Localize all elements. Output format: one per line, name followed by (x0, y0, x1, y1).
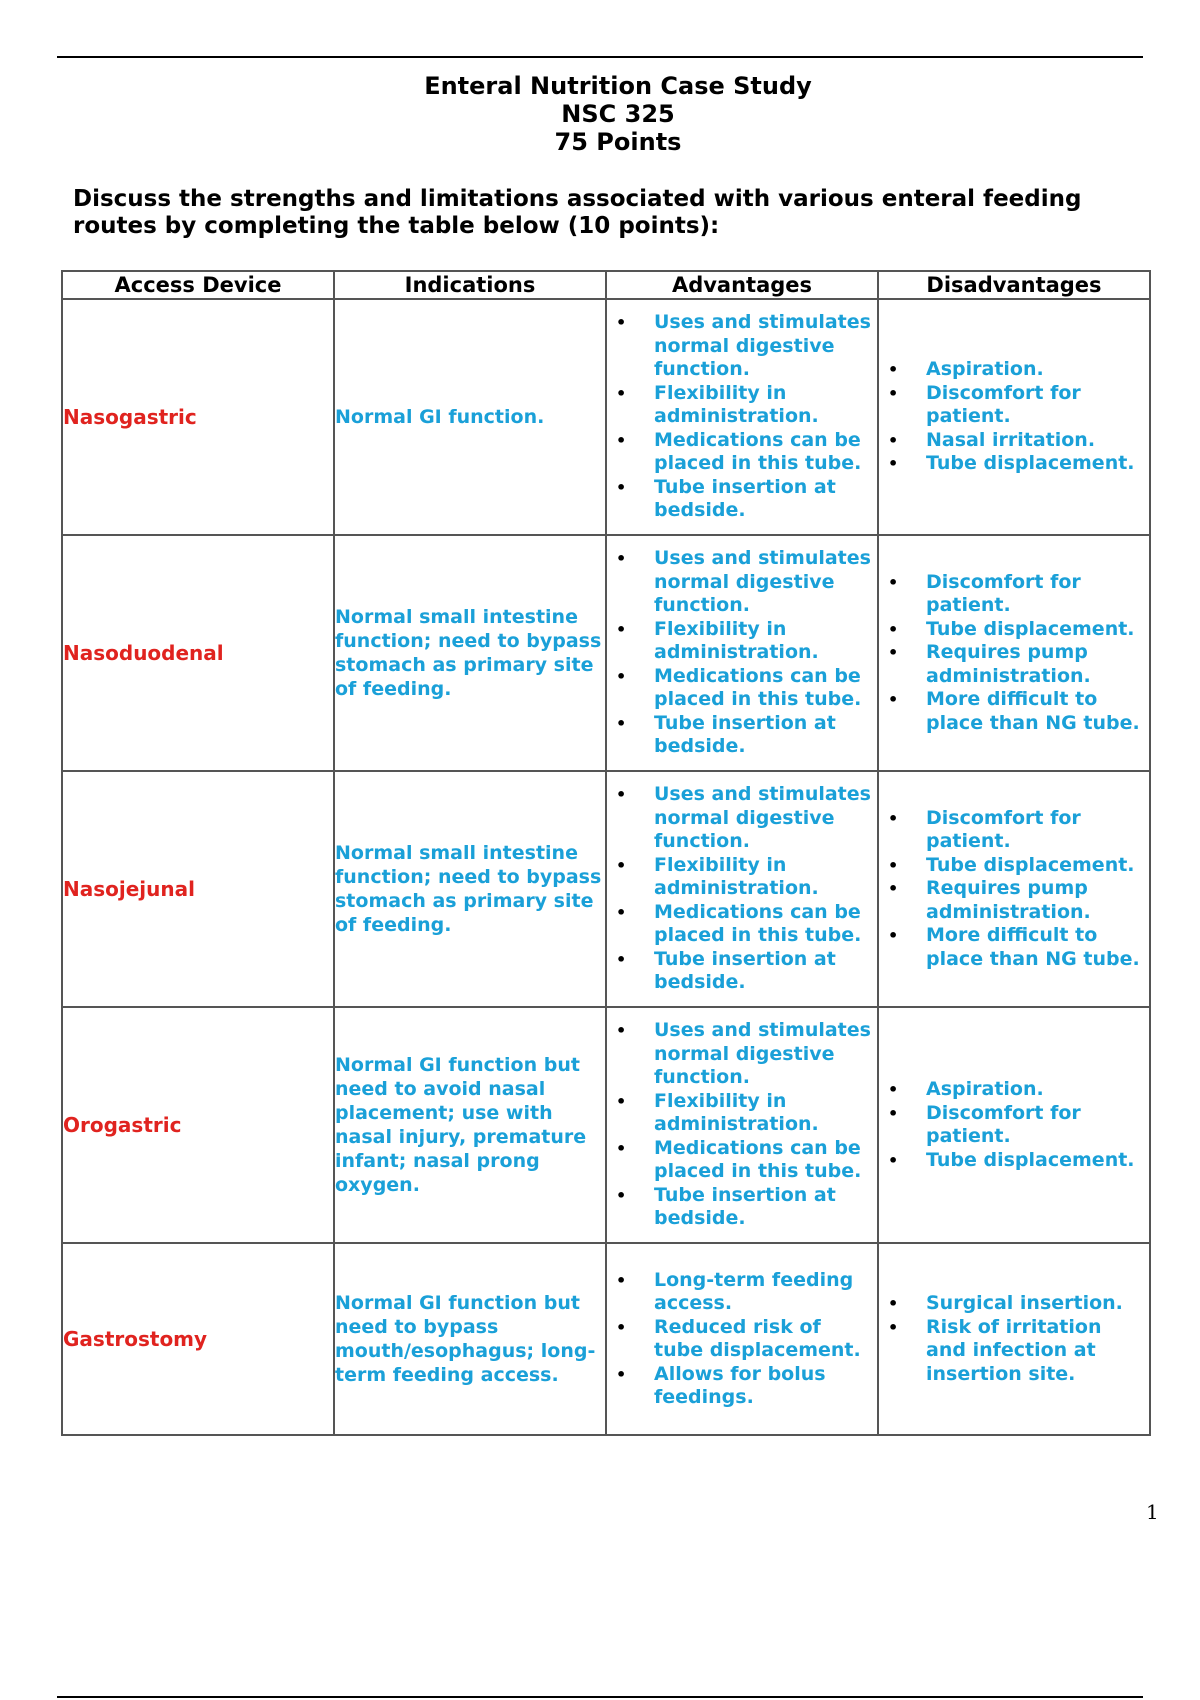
document-title (0, 72, 1200, 156)
table-body (62, 299, 1150, 1435)
advantage-item-text: Flexibility in administration. (654, 853, 819, 900)
access-device-cell: Nasoduodenal (62, 535, 334, 771)
bullet-icon: • (888, 1150, 899, 1170)
disadvantage-item (879, 452, 1145, 476)
enteral-feeding-table (61, 270, 1151, 1436)
disadvantage-item-text: Nasal irritation. (926, 428, 1096, 451)
disadvantage-item (879, 1316, 1145, 1387)
disadvantage-item-text: Tube displacement. (926, 1148, 1135, 1171)
bullet-icon: • (888, 430, 899, 450)
advantages-cell (606, 535, 878, 771)
bullet-icon: • (616, 1317, 627, 1337)
bullet-icon: • (888, 454, 899, 474)
disadvantage-item (879, 854, 1145, 878)
bullet-icon: • (616, 1270, 627, 1290)
bullet-icon: • (616, 1185, 627, 1205)
bullet-icon: • (616, 902, 627, 922)
disadvantages-list (879, 1078, 1149, 1172)
bullet-icon: • (616, 383, 627, 403)
disadvantage-item (879, 618, 1145, 642)
title-line-course-code: NSC 325 (561, 100, 675, 128)
bullet-icon: • (888, 808, 899, 828)
access-device-cell: Gastrostomy (62, 1243, 334, 1435)
advantage-item (607, 712, 873, 759)
page-number: 1 (1146, 1500, 1159, 1524)
disadvantages-list (879, 358, 1149, 476)
advantage-item (607, 618, 873, 665)
disadvantage-item-text: Tube displacement. (926, 617, 1135, 640)
bottom-rule (57, 1696, 1143, 1698)
disadvantage-item (879, 924, 1145, 971)
advantages-list (607, 547, 877, 759)
advantage-item-text: Tube insertion at bedside. (654, 1183, 836, 1230)
bullet-icon: • (888, 1317, 899, 1337)
disadvantage-item-text: Requires pump administration. (926, 641, 1091, 687)
advantage-item-text: Tube insertion at bedside. (654, 711, 836, 758)
advantage-item (607, 1316, 873, 1363)
advantages-list (607, 1269, 877, 1410)
disadvantage-item (879, 807, 1145, 854)
advantage-item-text: Flexibility in administration. (654, 1089, 819, 1136)
bullet-icon: • (616, 619, 627, 639)
indications-cell: Normal small intestine function; need to bypass stomach as primary site of feeding. (334, 771, 606, 1007)
advantage-item-text: Medications can be placed in this tube. (654, 428, 862, 475)
disadvantages-cell (878, 771, 1150, 1007)
bullet-icon: • (616, 1138, 627, 1158)
advantage-item (607, 429, 873, 476)
advantage-item (607, 1184, 873, 1231)
disadvantage-item (879, 429, 1145, 453)
bullet-icon: • (616, 949, 627, 969)
table-row (62, 1007, 1150, 1243)
advantages-cell (606, 1007, 878, 1243)
advantage-item (607, 948, 873, 995)
advantage-item-text: Medications can be placed in this tube. (654, 900, 862, 947)
bullet-icon: • (888, 1294, 899, 1313)
table-header-row (62, 271, 1150, 299)
bullet-icon: • (888, 643, 899, 663)
disadvantages-cell (878, 299, 1150, 535)
bullet-icon: • (616, 1091, 627, 1111)
header-advantages: Advantages (606, 271, 878, 299)
advantages-list (607, 783, 877, 995)
disadvantage-item-text: Discomfort for patient. (926, 570, 1081, 617)
advantage-item-text: Allows for bolus feedings. (654, 1362, 826, 1408)
advantage-item (607, 1269, 873, 1316)
disadvantage-item (879, 358, 1145, 382)
bullet-icon: • (616, 1364, 627, 1384)
bullet-icon: • (616, 713, 627, 733)
bullet-icon: • (616, 549, 627, 569)
header-indications: Indications (334, 271, 606, 299)
advantage-item (607, 901, 873, 948)
advantage-item (607, 1363, 873, 1410)
indications-cell: Normal GI function but need to bypass mouth/esophagus; long-term feeding access. (334, 1243, 606, 1435)
bullet-icon: • (888, 360, 899, 380)
disadvantage-item-text: More difficult to place than NG tube. (926, 688, 1140, 734)
advantage-item-text: Long-term feeding access. (654, 1268, 854, 1314)
advantage-item-text: Medications can be placed in this tube. (654, 1136, 862, 1183)
bullet-icon: • (616, 785, 627, 805)
instructions-text: Discuss the strengths and limitations associated with various enteral feeding routes by completing the table below (10 points): (73, 186, 1082, 239)
advantage-item-text: Uses and stimulates normal digestive function. (654, 547, 871, 617)
disadvantages-cell (878, 1243, 1150, 1435)
title-line-course-topic: Enteral Nutrition Case Study (424, 72, 812, 100)
bullet-icon: • (888, 572, 899, 592)
disadvantage-item-text: Requires pump administration. (926, 877, 1091, 923)
disadvantage-item-text: Aspiration. (926, 358, 1044, 381)
disadvantage-item (879, 571, 1145, 618)
indications-cell: Normal small intestine function; need to bypass stomach as primary site of feeding. (334, 535, 606, 771)
advantage-item (607, 382, 873, 429)
advantage-item (607, 476, 873, 523)
table-row (62, 1243, 1150, 1435)
disadvantage-item (879, 1292, 1145, 1316)
bullet-icon: • (616, 430, 627, 450)
advantage-item (607, 1137, 873, 1184)
title-line-points: 75 Points (554, 128, 682, 156)
indications-cell: Normal GI function. (334, 299, 606, 535)
disadvantage-item-text: Risk of irritation and infection at insertion site. (926, 1315, 1102, 1385)
disadvantage-item-text: Discomfort for patient. (926, 1101, 1081, 1147)
advantage-item (607, 1090, 873, 1137)
advantage-item-text: Flexibility in administration. (654, 617, 819, 664)
disadvantages-list (879, 1292, 1149, 1386)
table-row (62, 771, 1150, 1007)
header-disadvantages: Disadvantages (878, 271, 1150, 299)
bullet-icon: • (888, 1103, 899, 1123)
advantage-item (607, 783, 873, 854)
disadvantage-item (879, 1149, 1145, 1173)
disadvantages-cell (878, 1007, 1150, 1243)
advantages-cell (606, 299, 878, 535)
access-device-cell: Orogastric (62, 1007, 334, 1243)
bullet-icon: • (616, 477, 627, 497)
disadvantage-item (879, 877, 1145, 924)
advantage-item-text: Reduced risk of tube displacement. (654, 1315, 861, 1361)
advantage-item (607, 311, 873, 382)
top-rule (57, 56, 1143, 58)
bullet-icon: • (616, 855, 627, 875)
disadvantages-cell (878, 535, 1150, 771)
advantages-list (607, 311, 877, 523)
advantage-item-text: Tube insertion at bedside. (654, 947, 836, 994)
access-device-cell: Nasogastric (62, 299, 334, 535)
disadvantage-item (879, 382, 1145, 429)
advantages-cell (606, 1243, 878, 1435)
disadvantage-item-text: Discomfort for patient. (926, 381, 1081, 428)
bullet-icon: • (888, 690, 899, 710)
table-row (62, 299, 1150, 535)
disadvantage-item-text: Discomfort for patient. (926, 806, 1081, 853)
bullet-icon: • (888, 926, 899, 946)
advantage-item-text: Uses and stimulates normal digestive function. (654, 1019, 871, 1089)
bullet-icon: • (888, 383, 899, 403)
bullet-icon: • (888, 879, 899, 899)
bullet-icon: • (616, 313, 627, 333)
bullet-icon: • (888, 619, 899, 639)
bullet-icon: • (888, 1080, 899, 1099)
access-device-cell: Nasojejunal (62, 771, 334, 1007)
advantage-item-text: Uses and stimulates normal digestive function. (654, 311, 871, 381)
disadvantage-item (879, 1078, 1145, 1102)
disadvantage-item-text: Surgical insertion. (926, 1292, 1123, 1314)
advantages-list (607, 1019, 877, 1231)
disadvantage-item-text: More difficult to place than NG tube. (926, 924, 1140, 970)
advantage-item-text: Medications can be placed in this tube. (654, 664, 862, 711)
disadvantage-item-text: Tube displacement. (926, 452, 1135, 475)
disadvantages-list (879, 807, 1149, 972)
bullet-icon: • (616, 666, 627, 686)
advantage-item-text: Uses and stimulates normal digestive function. (654, 783, 871, 853)
header-access-device: Access Device (62, 271, 334, 299)
bullet-icon: • (888, 855, 899, 875)
advantage-item (607, 854, 873, 901)
indications-cell: Normal GI function but need to avoid nasal placement; use with nasal injury, premature infant; nasal prong oxygen. (334, 1007, 606, 1243)
disadvantages-list (879, 571, 1149, 736)
advantages-cell (606, 771, 878, 1007)
disadvantage-item (879, 1102, 1145, 1149)
disadvantage-item-text: Aspiration. (926, 1078, 1044, 1100)
advantage-item-text: Tube insertion at bedside. (654, 475, 836, 522)
advantage-item (607, 665, 873, 712)
disadvantage-item (879, 641, 1145, 688)
bullet-icon: • (616, 1021, 627, 1041)
advantage-item-text: Flexibility in administration. (654, 381, 819, 428)
disadvantage-item-text: Tube displacement. (926, 853, 1135, 876)
advantage-item (607, 547, 873, 618)
table-row (62, 535, 1150, 771)
disadvantage-item (879, 688, 1145, 735)
advantage-item (607, 1019, 873, 1090)
